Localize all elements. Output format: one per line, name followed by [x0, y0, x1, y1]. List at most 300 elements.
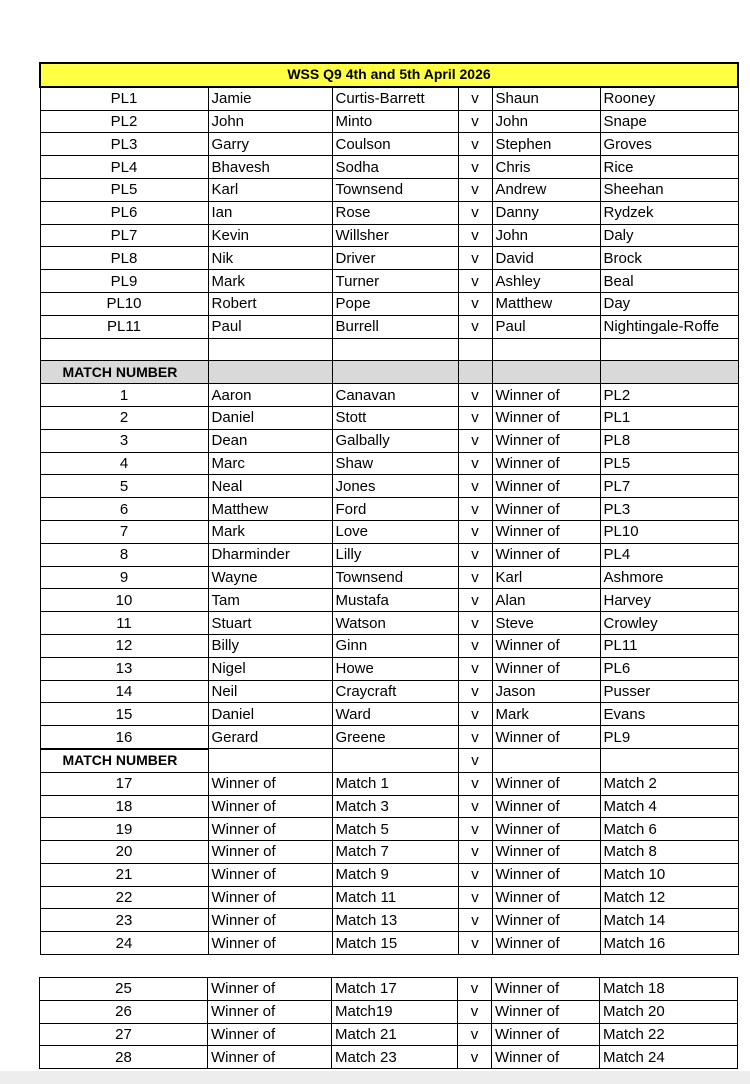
player1-last-name: Minto — [332, 110, 458, 133]
player2-first-name: Winner of — [492, 384, 600, 407]
match-code: 19 — [40, 818, 208, 841]
player2-last-name: Pusser — [600, 680, 738, 703]
player2-first-name: Steve — [492, 612, 600, 635]
player2-last-name: Match 4 — [600, 795, 738, 818]
title-row — [40, 63, 738, 87]
player1-last-name: Canavan — [332, 384, 458, 407]
player1-first-name: Winner of — [208, 886, 332, 909]
player1-last-name: Townsend — [332, 178, 458, 201]
versus-marker: v — [458, 749, 492, 772]
versus-marker: v — [458, 566, 492, 589]
versus-marker: v — [458, 703, 492, 726]
player2-last-name: Match 6 — [600, 818, 738, 841]
player1-first-name: Winner of — [208, 1000, 332, 1023]
player2-first-name: Winner of — [492, 429, 600, 452]
versus-marker: v — [458, 1023, 492, 1046]
player2-last-name: PL2 — [600, 384, 738, 407]
player1-first-name: Garry — [208, 133, 332, 156]
player2-first-name: Karl — [492, 566, 600, 589]
player1-last-name: Match 1 — [332, 772, 458, 795]
player1-first-name: Wayne — [208, 566, 332, 589]
table-row — [40, 909, 738, 932]
player1-first-name: Jamie — [208, 87, 332, 110]
player1-last-name: Driver — [332, 247, 458, 270]
header-cell — [332, 749, 458, 772]
player1-last-name: Lilly — [332, 543, 458, 566]
player2-last-name: Match 22 — [600, 1023, 738, 1046]
match-code: 3 — [40, 429, 208, 452]
player1-first-name: Marc — [208, 452, 332, 475]
player2-first-name: Winner of — [492, 795, 600, 818]
match-code: 15 — [40, 703, 208, 726]
match-code: PL2 — [40, 110, 208, 133]
player1-first-name: Winner of — [208, 1046, 332, 1069]
versus-marker: v — [458, 384, 492, 407]
versus-marker: v — [458, 498, 492, 521]
player1-first-name: Aaron — [208, 384, 332, 407]
player2-last-name: PL7 — [600, 475, 738, 498]
versus-marker: v — [458, 133, 492, 156]
match-code: 20 — [40, 841, 208, 864]
player2-first-name: Winner of — [492, 657, 600, 680]
player2-first-name: Winner of — [492, 452, 600, 475]
table-row — [40, 566, 738, 589]
player1-first-name: Stuart — [208, 612, 332, 635]
player1-last-name: Match 17 — [332, 978, 458, 1001]
table-row — [40, 634, 738, 657]
match-code: PL4 — [40, 156, 208, 179]
match-code: PL8 — [40, 247, 208, 270]
versus-marker: v — [458, 475, 492, 498]
player2-first-name: Winner of — [492, 406, 600, 429]
blank-row — [40, 338, 738, 361]
header-cell — [492, 361, 600, 384]
player1-first-name: Winner of — [208, 795, 332, 818]
player2-first-name: Jason — [492, 680, 600, 703]
draw-table-main — [39, 62, 739, 955]
player2-last-name: Daly — [600, 224, 738, 247]
table-row — [40, 247, 738, 270]
table-row — [40, 201, 738, 224]
player2-first-name: Winner of — [492, 818, 600, 841]
versus-marker: v — [458, 795, 492, 818]
table-row — [40, 932, 738, 955]
blank-cell — [458, 338, 492, 361]
player2-last-name: PL8 — [600, 429, 738, 452]
header-cell — [208, 361, 332, 384]
match-code: 6 — [40, 498, 208, 521]
blank-cell — [600, 338, 738, 361]
versus-marker: v — [458, 406, 492, 429]
versus-marker: v — [458, 452, 492, 475]
player1-first-name: Billy — [208, 634, 332, 657]
player2-first-name: Andrew — [492, 178, 600, 201]
player2-first-name: Winner of — [492, 909, 600, 932]
player1-last-name: Match 9 — [332, 863, 458, 886]
versus-marker: v — [458, 87, 492, 110]
blank-cell — [332, 338, 458, 361]
match-code: 5 — [40, 475, 208, 498]
player1-first-name: Winner of — [208, 978, 332, 1001]
player1-last-name: Galbally — [332, 429, 458, 452]
player2-last-name: Match 16 — [600, 932, 738, 955]
match-code: 16 — [40, 726, 208, 749]
blank-cell — [208, 338, 332, 361]
player1-last-name: Match 23 — [332, 1046, 458, 1069]
player2-first-name: David — [492, 247, 600, 270]
table-row — [40, 863, 738, 886]
player1-first-name: Robert — [208, 292, 332, 315]
player2-last-name: Rice — [600, 156, 738, 179]
player1-last-name: Match 21 — [332, 1023, 458, 1046]
player1-first-name: Gerard — [208, 726, 332, 749]
player1-last-name: Jones — [332, 475, 458, 498]
match-code: PL5 — [40, 178, 208, 201]
versus-marker: v — [458, 657, 492, 680]
player1-last-name: Willsher — [332, 224, 458, 247]
player2-first-name: Winner of — [492, 520, 600, 543]
player1-last-name: Burrell — [332, 315, 458, 338]
versus-marker: v — [458, 909, 492, 932]
player2-last-name: Match 18 — [600, 978, 738, 1001]
match-code: PL6 — [40, 201, 208, 224]
player2-first-name: Mark — [492, 703, 600, 726]
match-code: 27 — [40, 1023, 208, 1046]
blank-cell — [40, 338, 208, 361]
player1-last-name: Greene — [332, 726, 458, 749]
table-row — [40, 1046, 738, 1069]
player1-first-name: Mark — [208, 270, 332, 293]
match-code: 22 — [40, 886, 208, 909]
header-cell — [458, 361, 492, 384]
player2-last-name: PL11 — [600, 634, 738, 657]
player1-first-name: Paul — [208, 315, 332, 338]
table-row — [40, 520, 738, 543]
versus-marker: v — [458, 156, 492, 179]
match-code: 4 — [40, 452, 208, 475]
player1-first-name: Mark — [208, 520, 332, 543]
player2-first-name: Winner of — [492, 1023, 600, 1046]
player2-first-name: Shaun — [492, 87, 600, 110]
table-row — [40, 110, 738, 133]
table-row — [40, 726, 738, 749]
player2-last-name: PL4 — [600, 543, 738, 566]
header-cell — [208, 749, 332, 772]
player2-last-name: Ashmore — [600, 566, 738, 589]
player1-last-name: Shaw — [332, 452, 458, 475]
match-code: 12 — [40, 634, 208, 657]
player1-last-name: Match 13 — [332, 909, 458, 932]
table-row — [40, 270, 738, 293]
player1-last-name: Watson — [332, 612, 458, 635]
match-code: 17 — [40, 772, 208, 795]
player2-first-name: Winner of — [492, 978, 600, 1001]
match-code: 21 — [40, 863, 208, 886]
match-code: 13 — [40, 657, 208, 680]
table-row — [40, 406, 738, 429]
header-cell — [600, 749, 738, 772]
versus-marker: v — [458, 726, 492, 749]
versus-marker: v — [458, 932, 492, 955]
player1-first-name: Dean — [208, 429, 332, 452]
player1-first-name: Winner of — [208, 772, 332, 795]
player1-last-name: Match 15 — [332, 932, 458, 955]
player2-last-name: Beal — [600, 270, 738, 293]
player2-first-name: Alan — [492, 589, 600, 612]
player1-last-name: Craycraft — [332, 680, 458, 703]
table-row — [40, 429, 738, 452]
table-row — [40, 1000, 738, 1023]
match-code: 10 — [40, 589, 208, 612]
section-header-row — [40, 361, 738, 384]
versus-marker: v — [458, 978, 492, 1001]
table-row — [40, 452, 738, 475]
player2-first-name: Winner of — [492, 498, 600, 521]
player2-last-name: Snape — [600, 110, 738, 133]
player1-first-name: Daniel — [208, 406, 332, 429]
versus-marker: v — [458, 634, 492, 657]
player2-first-name: Winner of — [492, 932, 600, 955]
player1-first-name: Ian — [208, 201, 332, 224]
player1-last-name: Curtis-Barrett — [332, 87, 458, 110]
versus-marker: v — [458, 178, 492, 201]
player1-last-name: Match 11 — [332, 886, 458, 909]
player2-last-name: Rydzek — [600, 201, 738, 224]
player2-last-name: Rooney — [600, 87, 738, 110]
match-code: 2 — [40, 406, 208, 429]
player2-first-name: Stephen — [492, 133, 600, 156]
match-code: 25 — [40, 978, 208, 1001]
versus-marker: v — [458, 863, 492, 886]
player1-first-name: Neil — [208, 680, 332, 703]
table-row — [40, 315, 738, 338]
player2-first-name: Winner of — [492, 886, 600, 909]
match-code: PL1 — [40, 87, 208, 110]
match-code: 14 — [40, 680, 208, 703]
table-row — [40, 589, 738, 612]
header-cell — [492, 749, 600, 772]
player1-first-name: Winner of — [208, 932, 332, 955]
player2-first-name: Winner of — [492, 634, 600, 657]
player2-last-name: Crowley — [600, 612, 738, 635]
match-code: 23 — [40, 909, 208, 932]
player2-first-name: Chris — [492, 156, 600, 179]
player1-last-name: Stott — [332, 406, 458, 429]
match-code: PL9 — [40, 270, 208, 293]
table-row — [40, 498, 738, 521]
table-row — [40, 475, 738, 498]
player1-last-name: Howe — [332, 657, 458, 680]
player1-first-name: Karl — [208, 178, 332, 201]
player1-last-name: Pope — [332, 292, 458, 315]
versus-marker: v — [458, 247, 492, 270]
table-row — [40, 703, 738, 726]
player2-first-name: Paul — [492, 315, 600, 338]
player1-first-name: Winner of — [208, 1023, 332, 1046]
match-code: 26 — [40, 1000, 208, 1023]
versus-marker: v — [458, 680, 492, 703]
player1-first-name: Nik — [208, 247, 332, 270]
player1-last-name: Ginn — [332, 634, 458, 657]
player2-last-name: Match 24 — [600, 1046, 738, 1069]
table-row — [40, 384, 738, 407]
match-code: PL7 — [40, 224, 208, 247]
player2-first-name: Winner of — [492, 1000, 600, 1023]
match-code: 7 — [40, 520, 208, 543]
header-cell — [600, 361, 738, 384]
player1-last-name: Turner — [332, 270, 458, 293]
player1-first-name: Kevin — [208, 224, 332, 247]
player1-last-name: Sodha — [332, 156, 458, 179]
versus-marker: v — [458, 292, 492, 315]
table-row — [40, 795, 738, 818]
player2-last-name: Match 20 — [600, 1000, 738, 1023]
table-row — [40, 818, 738, 841]
versus-marker: v — [458, 772, 492, 795]
player2-last-name: Day — [600, 292, 738, 315]
sheet-title: WSS Q9 4th and 5th April 2026 — [40, 63, 738, 87]
player2-last-name: Match 12 — [600, 886, 738, 909]
table-row — [40, 292, 738, 315]
match-code: 18 — [40, 795, 208, 818]
player2-last-name: PL6 — [600, 657, 738, 680]
table-row — [40, 657, 738, 680]
player1-first-name: Winner of — [208, 863, 332, 886]
match-code: 11 — [40, 612, 208, 635]
versus-marker: v — [458, 315, 492, 338]
page-bottom-edge — [0, 1071, 750, 1084]
match-code: PL10 — [40, 292, 208, 315]
player2-first-name: Winner of — [492, 863, 600, 886]
player2-last-name: Match 2 — [600, 772, 738, 795]
player2-first-name: John — [492, 224, 600, 247]
player1-last-name: Match 5 — [332, 818, 458, 841]
match-code: 24 — [40, 932, 208, 955]
versus-marker: v — [458, 110, 492, 133]
match-code: 9 — [40, 566, 208, 589]
table-row — [40, 680, 738, 703]
table-row — [40, 772, 738, 795]
player2-last-name: PL9 — [600, 726, 738, 749]
player2-first-name: John — [492, 110, 600, 133]
table-row — [40, 886, 738, 909]
player1-first-name: Bhavesh — [208, 156, 332, 179]
player2-last-name: PL10 — [600, 520, 738, 543]
table-row — [40, 178, 738, 201]
player2-first-name: Winner of — [492, 726, 600, 749]
player2-last-name: Sheehan — [600, 178, 738, 201]
versus-marker: v — [458, 201, 492, 224]
table-row — [40, 841, 738, 864]
player1-first-name: Winner of — [208, 818, 332, 841]
table-row — [40, 87, 738, 110]
player2-first-name: Ashley — [492, 270, 600, 293]
match-code: 1 — [40, 384, 208, 407]
player2-last-name: PL3 — [600, 498, 738, 521]
section-header-row — [40, 749, 738, 772]
versus-marker: v — [458, 841, 492, 864]
versus-marker: v — [458, 818, 492, 841]
player2-last-name: Evans — [600, 703, 738, 726]
versus-marker: v — [458, 270, 492, 293]
draw-sheet — [39, 62, 737, 1069]
player1-first-name: Dharminder — [208, 543, 332, 566]
player1-last-name: Rose — [332, 201, 458, 224]
versus-marker: v — [458, 224, 492, 247]
table-row — [40, 156, 738, 179]
player2-last-name: Groves — [600, 133, 738, 156]
player2-last-name: Match 14 — [600, 909, 738, 932]
table-row — [40, 224, 738, 247]
versus-marker: v — [458, 1046, 492, 1069]
versus-marker: v — [458, 1000, 492, 1023]
table-row — [40, 543, 738, 566]
table-row — [40, 1023, 738, 1046]
player1-first-name: Nigel — [208, 657, 332, 680]
versus-marker: v — [458, 589, 492, 612]
player2-first-name: Winner of — [492, 475, 600, 498]
player1-first-name: Winner of — [208, 841, 332, 864]
player1-last-name: Match 3 — [332, 795, 458, 818]
player1-first-name: Winner of — [208, 909, 332, 932]
table-row — [40, 978, 738, 1001]
player1-last-name: Coulson — [332, 133, 458, 156]
versus-marker: v — [458, 520, 492, 543]
player2-first-name: Danny — [492, 201, 600, 224]
player1-first-name: Matthew — [208, 498, 332, 521]
player2-first-name: Winner of — [492, 772, 600, 795]
player2-first-name: Matthew — [492, 292, 600, 315]
player2-last-name: PL1 — [600, 406, 738, 429]
player2-first-name: Winner of — [492, 1046, 600, 1069]
table-row — [40, 612, 738, 635]
blank-cell — [492, 338, 600, 361]
player1-last-name: Mustafa — [332, 589, 458, 612]
player2-last-name: Nightingale-Roffe — [600, 315, 738, 338]
match-code: PL11 — [40, 315, 208, 338]
section-label: MATCH NUMBER — [40, 361, 208, 384]
player1-first-name: Daniel — [208, 703, 332, 726]
section-label: MATCH NUMBER — [40, 749, 208, 772]
player1-last-name: Ward — [332, 703, 458, 726]
player2-last-name: PL5 — [600, 452, 738, 475]
header-cell — [332, 361, 458, 384]
player1-first-name: John — [208, 110, 332, 133]
versus-marker: v — [458, 429, 492, 452]
versus-marker: v — [458, 543, 492, 566]
player2-last-name: Harvey — [600, 589, 738, 612]
player2-last-name: Brock — [600, 247, 738, 270]
player1-last-name: Ford — [332, 498, 458, 521]
match-code: PL3 — [40, 133, 208, 156]
draw-table-finals — [39, 977, 738, 1069]
player1-last-name: Love — [332, 520, 458, 543]
match-code: 28 — [40, 1046, 208, 1069]
match-code: 8 — [40, 543, 208, 566]
player1-last-name: Townsend — [332, 566, 458, 589]
player1-first-name: Neal — [208, 475, 332, 498]
player2-last-name: Match 8 — [600, 841, 738, 864]
player2-first-name: Winner of — [492, 841, 600, 864]
versus-marker: v — [458, 886, 492, 909]
player1-last-name: Match 7 — [332, 841, 458, 864]
player1-last-name: Match19 — [332, 1000, 458, 1023]
table-row — [40, 133, 738, 156]
versus-marker: v — [458, 612, 492, 635]
player2-last-name: Match 10 — [600, 863, 738, 886]
player1-first-name: Tam — [208, 589, 332, 612]
player2-first-name: Winner of — [492, 543, 600, 566]
